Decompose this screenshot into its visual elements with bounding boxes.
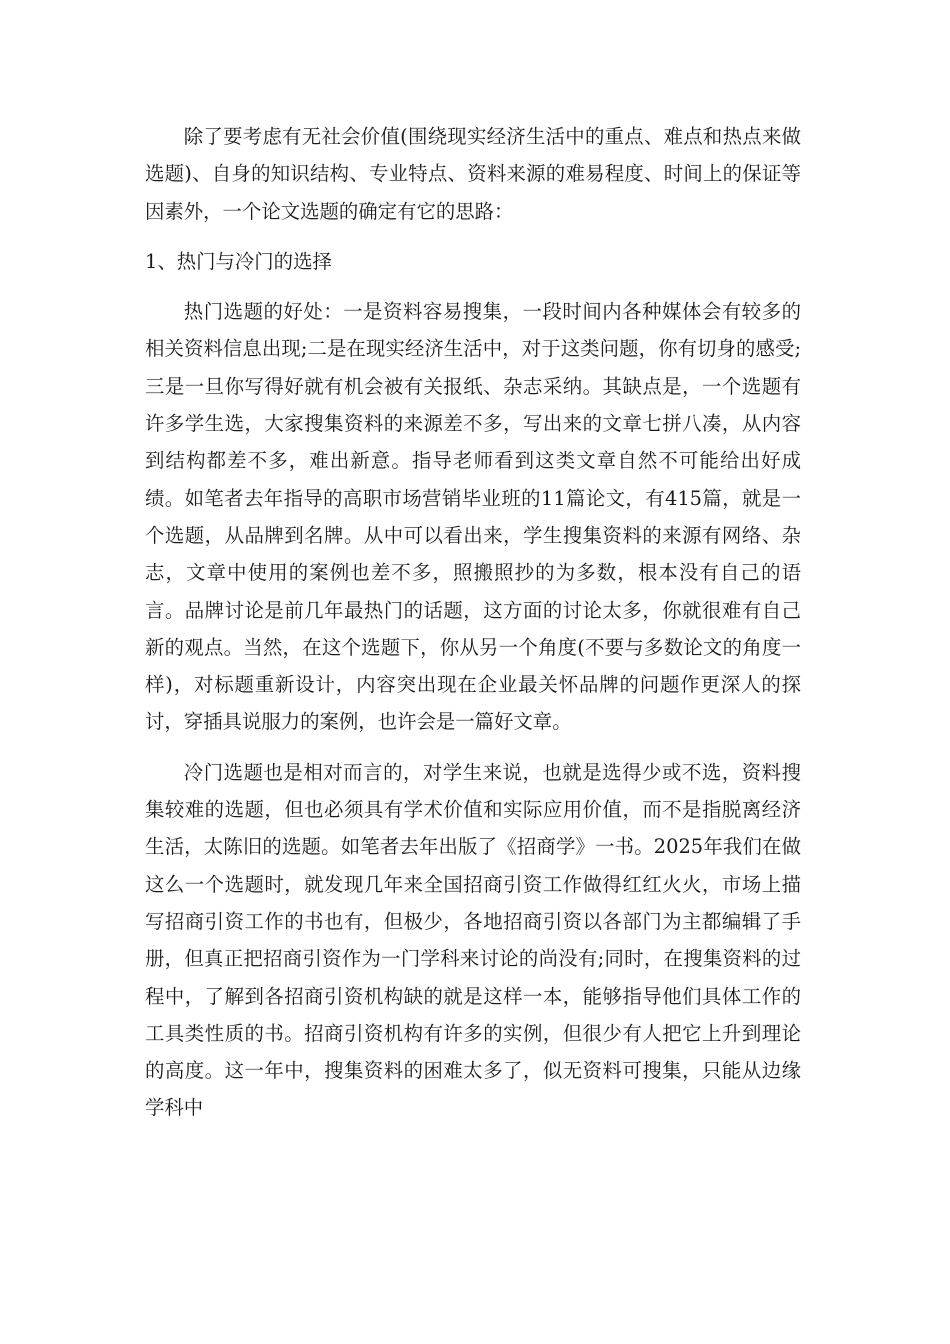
section-heading-hot-cold: 1、热门与冷门的选择 <box>145 249 332 273</box>
document-page <box>145 118 801 1140</box>
intro-paragraph: 除了要考虑有无社会价值(围绕现实经济生活中的重点、难点和热点来做选题)、自身的知识结构、专业特点、资料来源的难易程度、时间上的保证等因素外，一个论文选题的确定有它的思路： <box>145 125 801 223</box>
hot-topic-paragraph: 热门选题的好处：一是资料容易搜集，一段时间内各种媒体会有较多的相关资料信息出现;二是在现实经济生活中，对于这类问题，你有切身的感受;三是一旦你写得好就有机会被有关报纸、杂志采纳。其缺点是，一个选题有许多学生选，大家搜集资料的来源差不多，写出来的文章七拼八凑，从内容到结构都差不多，难出新意。指导老师看到这类文章自然不可能给出好成绩。如笔者去年指导的高职市场营销毕业班的11篇论文，有415篇，就是一个选题，从品牌到名牌。从中可以看出来，学生搜集资料的来源有网络、杂志，文章中使用的案例也差不多，照搬照抄的为多数，根本没有自己的语言。品牌讨论是前几年最热门的话题，这方面的讨论太多，你就很难有自己新的观点。当然，在这个选题下，你从另一个角度(不要与多数论文的角度一样)，对标题重新设计，内容突出现在企业最关怀品牌的问题作更深人的探讨，穿插具说服力的案例，也许会是一篇好文章。 <box>145 300 801 734</box>
cold-topic-paragraph: 冷门选题也是相对而言的，对学生来说，也就是选得少或不选，资料搜集较难的选题，但也必须具有学术价值和实际应用价值，而不是指脱离经济生活，太陈旧的选题。如笔者去年出版了《招商学》一书。2025年我们在做这么一个选题时，就发现几年来全国招商引资工作做得红红火火，市场上描写招商引资工作的书也有，但极少，各地招商引资以各部门为主都编辑了手册，但真正把招商引资作为一门学科来讨论的尚没有;同时，在搜集资料的过程中，了解到各招商引资机构缺的就是这样一本，能够指导他们具体工作的工具类性质的书。招商引资机构有许多的实例，但很少有人把它上升到理论的高度。这一年中，搜集资料的困难太多了，似无资料可搜集，只能从边缘学科中 <box>145 760 801 1120</box>
